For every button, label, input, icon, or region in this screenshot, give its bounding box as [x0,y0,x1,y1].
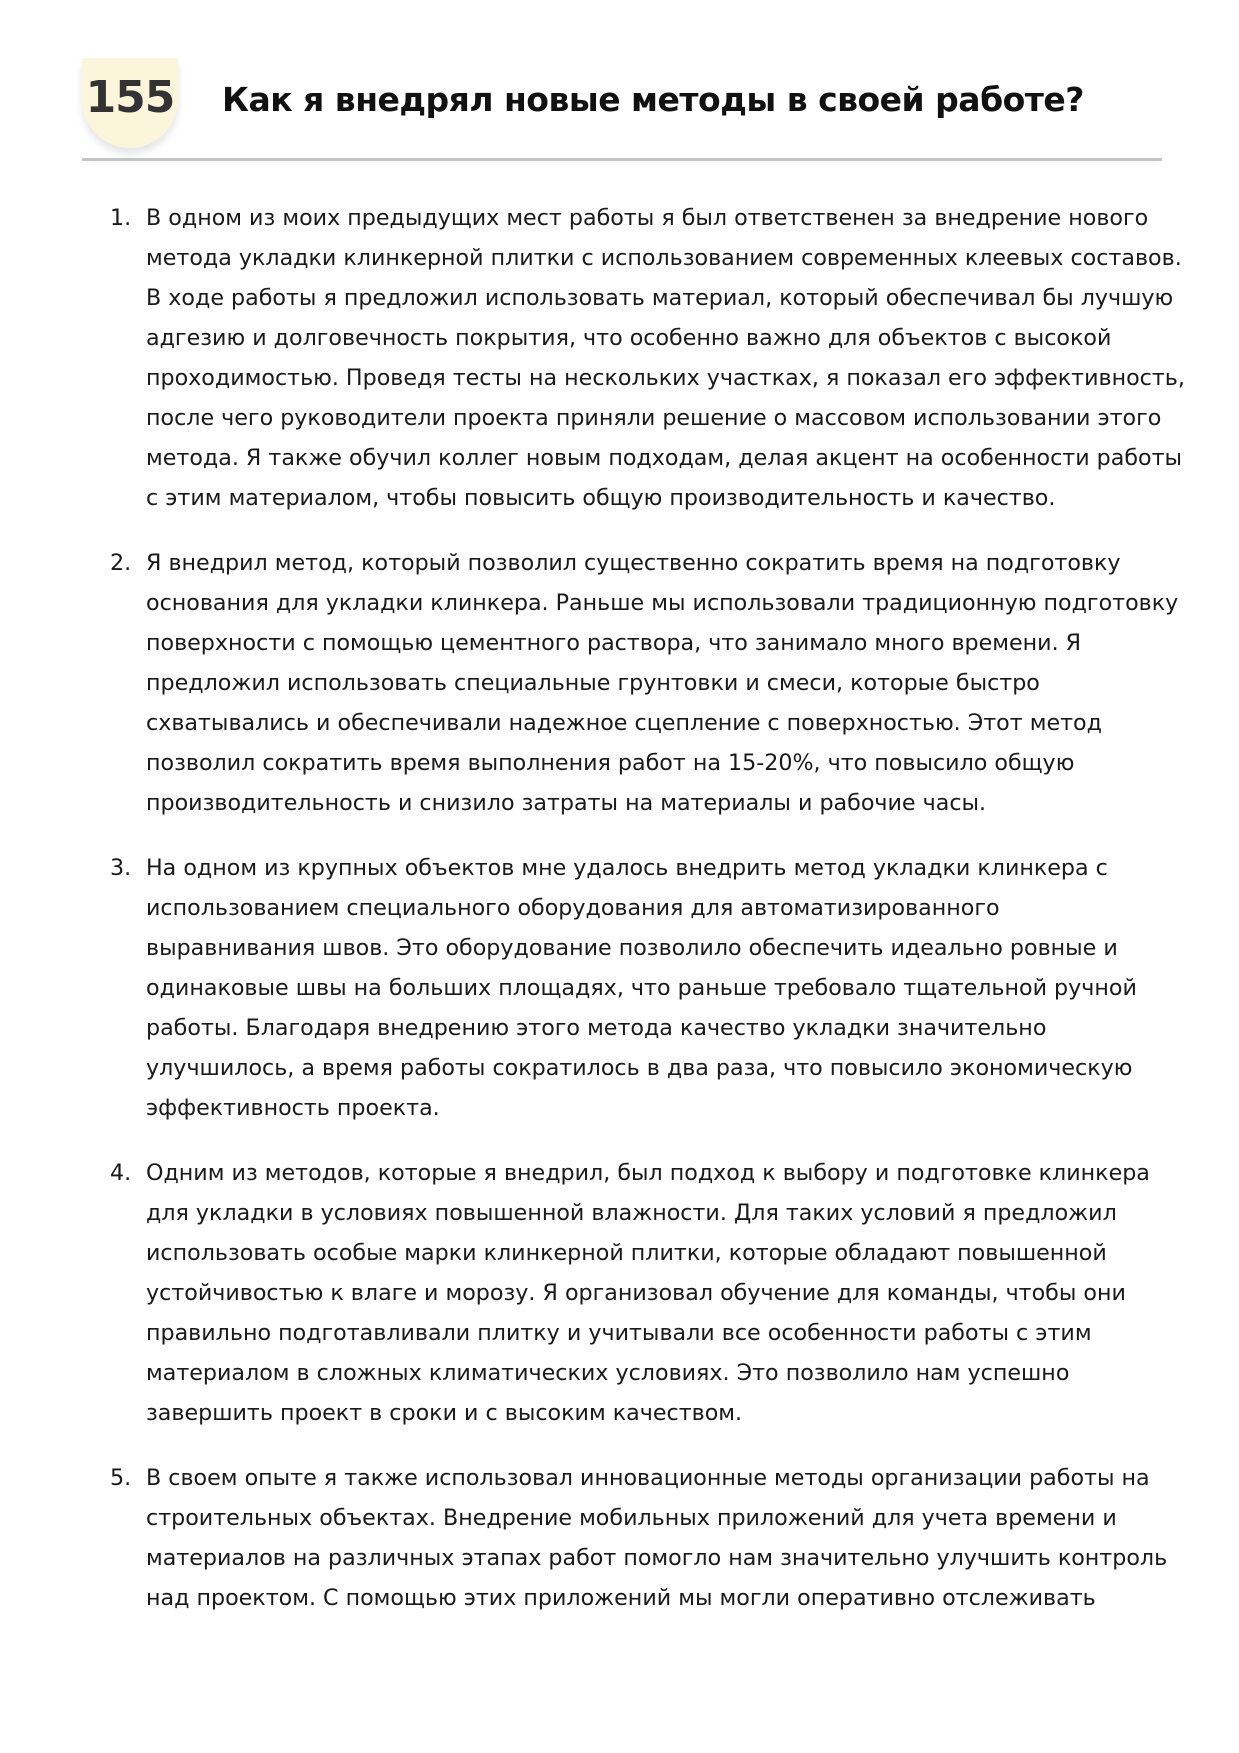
answer-text [146,198,1185,518]
answer-number: 2. [110,550,132,576]
answer-number: 5. [110,1465,132,1491]
answer-text-line: улучшилось, а время работы сократилось в два раза, что повысило экономическую [146,1055,1133,1081]
answer-item [110,1153,1170,1433]
page-number: 155 [85,72,175,123]
answer-text-line: эффективность проекта. [146,1095,440,1121]
answer-item [110,848,1170,1128]
answer-text-line: позволил сократить время выполнения работ на 15-20%, что повысило общую [146,750,1075,776]
answer-text [146,543,1178,823]
answer-text [146,1458,1170,1618]
answer-text-line: проходимостью. Проведя тесты на нескольких участках, я показал его эффективность, [146,365,1185,391]
answer-text-line: одинаковые швы на больших площадях, что раньше требовало тщательной ручной [146,975,1137,1001]
answer-text-line: завершить проект в сроки и с высоким качеством. [146,1400,743,1426]
answer-text-line: метода укладки клинкерной плитки с использованием современных клеевых составов. [146,245,1182,271]
answer-text-line: строительных объектах. Внедрение мобильных приложений для учета времени и [146,1505,1117,1531]
answer-item [110,198,1185,518]
answer-text-line: для укладки в условиях повышенной влажности. Для таких условий я предложил [146,1200,1117,1226]
answer-text-line: правильно подготавливали плитку и учитывали все особенности работы с этим [146,1320,1092,1346]
answer-text-line: Я внедрил метод, который позволил существенно сократить время на подготовку [146,550,1121,576]
answer-text-line: производительность и снизило затраты на материалы и рабочие часы. [146,790,987,816]
answer-text-line: адгезию и долговечность покрытия, что особенно важно для объектов с высокой [146,325,1112,351]
answer-text-line: после чего руководители проекта приняли решение о массовом использовании этого [146,405,1162,431]
answer-text-line: работы. Благодаря внедрению этого метода качество укладки значительно [146,1015,1047,1041]
answer-text [146,848,1170,1128]
answer-text-line: На одном из крупных объектов мне удалось внедрить метод укладки клинкера с [146,855,1108,881]
answer-list [110,198,1185,1643]
answer-number: 4. [110,1160,132,1186]
answer-text-line: схватывались и обеспечивали надежное сцепление с поверхностью. Этот метод [146,710,1102,736]
answer-text-line: использованием специального оборудования для автоматизированного [146,895,1000,921]
answer-text-line: В своем опыте я также использовал инновационные методы организации работы на [146,1465,1150,1491]
answer-text-line: В одном из моих предыдущих мест работы я был ответственен за внедрение нового [146,205,1149,231]
answer-text-line: устойчивостью к влаге и морозу. Я организовал обучение для команды, чтобы они [146,1280,1126,1306]
answer-text-line: основания для укладки клинкера. Раньше мы использовали традиционную подготовку [146,590,1179,616]
page-number-badge [82,58,178,148]
answer-text-line: поверхности с помощью цементного раствора, что занимало много времени. Я [146,630,1082,656]
answer-text-line: В ходе работы я предложил использовать материал, который обеспечивал бы лучшую [146,285,1174,311]
answer-text-line: материалом в сложных климатических условиях. Это позволило нам успешно [146,1360,1070,1386]
answer-text-line: метода. Я также обучил коллег новым подходам, делая акцент на особенности работы [146,445,1183,471]
answer-text-line: Одним из методов, которые я внедрил, был подход к выбору и подготовке клинкера [146,1160,1150,1186]
answer-text-line: использовать особые марки клинкерной плитки, которые обладают повышенной [146,1240,1107,1266]
answer-item [110,1458,1170,1618]
page-title: Как я внедрял новые методы в своей работе? [222,80,1084,119]
answer-text-line: материалов на различных этапах работ помогло нам значительно улучшить контроль [146,1545,1168,1571]
answer-item [110,543,1179,823]
answer-text-line: предложил использовать специальные грунтовки и смеси, которые быстро [146,670,1040,696]
answer-text [146,1153,1170,1433]
answer-text-line: с этим материалом, чтобы повысить общую производительность и качество. [146,485,1056,511]
answer-text-line: выравнивания швов. Это оборудование позволило обеспечить идеально ровные и [146,935,1118,961]
answer-number: 1. [110,205,132,231]
page-header [82,58,1162,161]
answer-text-line: над проектом. С помощью этих приложений мы могли оперативно отслеживать [146,1585,1096,1611]
answer-number: 3. [110,855,132,881]
